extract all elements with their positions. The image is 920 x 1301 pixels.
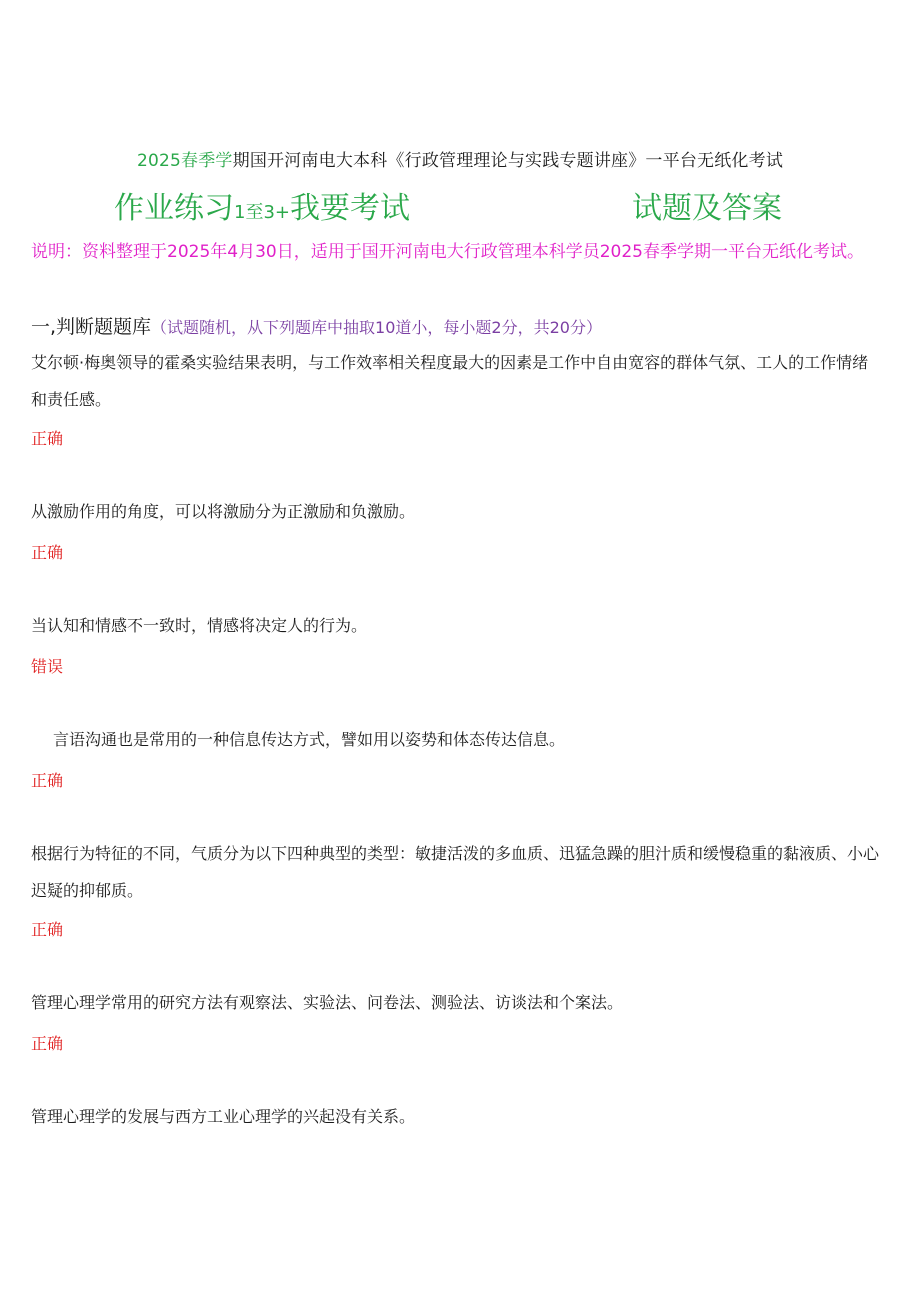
answer-text: 正确 [31,543,64,562]
question-text: 管理心理学的发展与西方工业心理学的兴起没有关系。 [31,1107,416,1126]
question-text: 根据行为特征的不同，气质分为以下四种典型的类型：敏捷活泼的多血质、迅猛急躁的胆汁质和缓慢稳重的黏液质、小心迟疑的抑郁质。 [31,844,880,900]
section-heading [31,312,602,339]
question-text: 言语沟通也是常用的一种信息传达方式，譬如用以姿势和体态传达信息。 [53,730,566,749]
subtitle-main-2: 我要考试 [290,191,410,226]
question-text: 当认知和情感不一致时，情感将决定人的行为。 [31,616,368,635]
answer-text: 正确 [31,429,64,448]
subtitle-answers: 试题及答案 [632,191,782,226]
subtitle-small: 1至3+ [234,202,290,223]
answer-text: 正确 [31,771,64,790]
section-title: 一,判断题题库 [31,316,152,338]
note-paragraph: 说明：资料整理于2025年4月30日，适用于国开河南电大行政管理本科学员2025春季学期一平台无纸化考试。 [31,242,864,262]
answer-text: 正确 [31,1034,64,1053]
question-text: 从激励作用的角度，可以将激励分为正激励和负激励。 [31,502,416,521]
title-course: 期国开河南电大本科《行政管理理论与实践专题讲座》一平台无纸化考试 [232,151,784,171]
question-text: 艾尔顿·梅奥领导的霍桑实验结果表明，与工作效率相关程度最大的因素是工作中自由宽容的群体气氛、工人的工作情绪和责任感。 [31,353,869,409]
question-text: 管理心理学常用的研究方法有观察法、实验法、问卷法、测验法、访谈法和个案法。 [31,993,624,1012]
answer-text: 错误 [31,657,64,676]
subtitle-main: 作业练习 [114,191,234,226]
section-hint: （试题随机，从下列题库中抽取10道小，每小题2分，共20分） [151,318,602,337]
document-subtitle [114,183,410,227]
answer-text: 正确 [31,920,64,939]
document-title [0,146,920,171]
title-term: 2025春季学 [136,151,233,171]
